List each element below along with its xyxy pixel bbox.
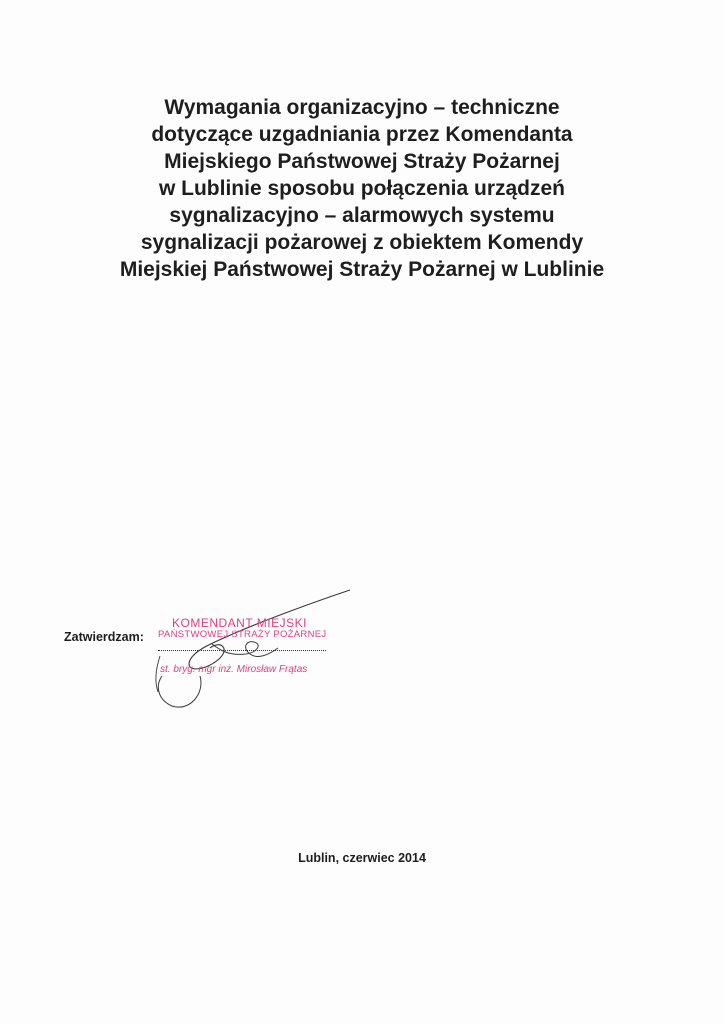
stamp-institution: PAŃSTWOWEJ STRAŻY POŻARNEJ bbox=[158, 629, 327, 640]
stamp-office-title: KOMENDANT MIEJSKI bbox=[172, 616, 307, 630]
signature-icon bbox=[150, 588, 370, 718]
title-line-1: Wymagania organizacyjno – techniczne bbox=[164, 96, 560, 119]
stamp-signatory: st. bryg. mgr inż. Mirosław Frątas bbox=[160, 664, 308, 675]
title-line-6: sygnalizacji pożarowej z obiektem Komendy bbox=[140, 231, 584, 254]
place-and-date: Lublin, czerwiec 2014 bbox=[298, 851, 426, 865]
title-line-7: Miejskiej Państwowej Straży Pożarnej w Lublinie bbox=[119, 258, 605, 281]
title-line-2: dotyczące uzgadniania przez Komendanta bbox=[151, 123, 573, 146]
title-line-4: w Lublinie sposobu połączenia urządzeń bbox=[158, 177, 566, 200]
title-line-3: Miejskiego Państwowej Straży Pożarnej bbox=[164, 150, 560, 173]
signature-line bbox=[158, 650, 326, 651]
title-line-5: sygnalizacyjno – alarmowych systemu bbox=[169, 204, 555, 227]
document-title bbox=[60, 94, 664, 283]
official-stamp bbox=[150, 588, 370, 718]
approval-label: Zatwierdzam: bbox=[64, 630, 144, 644]
